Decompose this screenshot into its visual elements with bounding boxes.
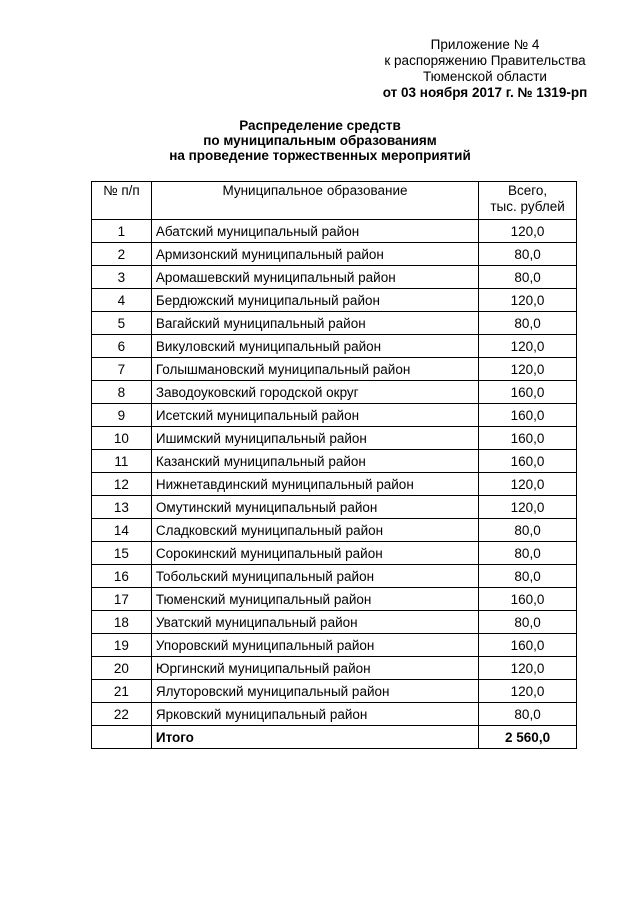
- row-municipality: Уватский муниципальный район: [151, 611, 478, 634]
- title-line-2: по муниципальным образованиям: [203, 133, 437, 148]
- table-row: [92, 611, 577, 634]
- row-number: 17: [92, 588, 152, 611]
- row-municipality: Тобольский муниципальный район: [151, 565, 478, 588]
- appendix-reference: к распоряжению Правительства: [384, 53, 586, 68]
- table-row: [92, 450, 577, 473]
- appendix-date: от 03 ноября 2017 г. № 1319-рп: [382, 85, 588, 100]
- table-row: [92, 473, 577, 496]
- table-row: [92, 588, 577, 611]
- row-municipality: Бердюжский муниципальный район: [151, 289, 478, 312]
- row-number: 12: [92, 473, 152, 496]
- row-municipality: Абатский муниципальный район: [151, 220, 478, 243]
- row-number: 18: [92, 611, 152, 634]
- appendix-region: Тюменской области: [423, 69, 547, 84]
- table-header-row: [92, 182, 577, 220]
- row-amount: 80,0: [479, 312, 577, 335]
- row-amount: 120,0: [479, 220, 577, 243]
- row-amount: 120,0: [479, 657, 577, 680]
- row-number: 8: [92, 381, 152, 404]
- row-municipality: Казанский муниципальный район: [151, 450, 478, 473]
- table-row: [92, 404, 577, 427]
- row-amount: 160,0: [479, 404, 577, 427]
- document-title: [0, 118, 640, 163]
- row-municipality: Тюменский муниципальный район: [151, 588, 478, 611]
- row-number: 14: [92, 519, 152, 542]
- row-number: 16: [92, 565, 152, 588]
- row-number: 10: [92, 427, 152, 450]
- row-amount: 160,0: [479, 427, 577, 450]
- row-municipality: Юргинский муниципальный район: [151, 657, 478, 680]
- table-row: [92, 289, 577, 312]
- row-municipality: Упоровский муниципальный район: [151, 634, 478, 657]
- row-municipality: Ишимский муниципальный район: [151, 427, 478, 450]
- row-number: 9: [92, 404, 152, 427]
- row-amount: 120,0: [479, 289, 577, 312]
- row-number: 6: [92, 335, 152, 358]
- row-number: 15: [92, 542, 152, 565]
- row-amount: 80,0: [479, 266, 577, 289]
- row-amount: 80,0: [479, 519, 577, 542]
- row-amount: 120,0: [479, 335, 577, 358]
- table-row: [92, 703, 577, 726]
- row-municipality: Ярковский муниципальный район: [151, 703, 478, 726]
- row-municipality: Вагайский муниципальный район: [151, 312, 478, 335]
- row-amount: 160,0: [479, 634, 577, 657]
- row-amount: 160,0: [479, 588, 577, 611]
- title-line-3: на проведение торжественных мероприятий: [169, 148, 471, 163]
- row-amount: 80,0: [479, 243, 577, 266]
- row-amount: 80,0: [479, 542, 577, 565]
- table-row: [92, 542, 577, 565]
- table-row: [92, 565, 577, 588]
- row-municipality: Ялуторовский муниципальный район: [151, 680, 478, 703]
- total-number-cell: [92, 726, 152, 749]
- row-number: 5: [92, 312, 152, 335]
- allocation-table: [91, 181, 577, 749]
- header-sum: [479, 182, 577, 220]
- header-sum-line-1: Всего,: [507, 183, 548, 198]
- title-line-1: Распределение средств: [239, 118, 401, 133]
- table-row: [92, 427, 577, 450]
- row-municipality: Аромашевский муниципальный район: [151, 266, 478, 289]
- row-municipality: Омутинский муниципальный район: [151, 496, 478, 519]
- row-amount: 120,0: [479, 358, 577, 381]
- row-municipality: Нижнетавдинский муниципальный район: [151, 473, 478, 496]
- table-row: [92, 519, 577, 542]
- row-municipality: Заводоуковский городской округ: [151, 381, 478, 404]
- table-row: [92, 220, 577, 243]
- row-number: 2: [92, 243, 152, 266]
- row-municipality: Сорокинский муниципальный район: [151, 542, 478, 565]
- table-row: [92, 312, 577, 335]
- appendix-header: [340, 37, 630, 101]
- row-number: 1: [92, 220, 152, 243]
- table-row: [92, 266, 577, 289]
- header-name: Муниципальное образование: [151, 182, 478, 220]
- row-municipality: Голышмановский муниципальный район: [151, 358, 478, 381]
- table-row: [92, 657, 577, 680]
- row-number: 7: [92, 358, 152, 381]
- table-row: [92, 358, 577, 381]
- row-amount: 80,0: [479, 703, 577, 726]
- table-row: [92, 381, 577, 404]
- row-number: 21: [92, 680, 152, 703]
- row-number: 4: [92, 289, 152, 312]
- row-number: 19: [92, 634, 152, 657]
- row-number: 22: [92, 703, 152, 726]
- row-amount: 120,0: [479, 680, 577, 703]
- table-row: [92, 634, 577, 657]
- row-number: 20: [92, 657, 152, 680]
- row-number: 3: [92, 266, 152, 289]
- table-row: [92, 243, 577, 266]
- header-num: № п/п: [92, 182, 152, 220]
- row-municipality: Сладковский муниципальный район: [151, 519, 478, 542]
- total-amount: 2 560,0: [479, 726, 577, 749]
- row-municipality: Викуловский муниципальный район: [151, 335, 478, 358]
- row-number: 13: [92, 496, 152, 519]
- row-amount: 120,0: [479, 473, 577, 496]
- table-row: [92, 335, 577, 358]
- row-municipality: Армизонский муниципальный район: [151, 243, 478, 266]
- table-row: [92, 496, 577, 519]
- header-sum-line-2: тыс. рублей: [490, 199, 565, 214]
- row-amount: 160,0: [479, 381, 577, 404]
- row-amount: 80,0: [479, 611, 577, 634]
- row-amount: 120,0: [479, 496, 577, 519]
- table-body: [92, 220, 577, 749]
- table-row: [92, 680, 577, 703]
- total-label: Итого: [151, 726, 478, 749]
- appendix-number: Приложение № 4: [430, 37, 540, 52]
- row-municipality: Исетский муниципальный район: [151, 404, 478, 427]
- row-number: 11: [92, 450, 152, 473]
- row-amount: 160,0: [479, 450, 577, 473]
- row-amount: 80,0: [479, 565, 577, 588]
- total-row: [92, 726, 577, 749]
